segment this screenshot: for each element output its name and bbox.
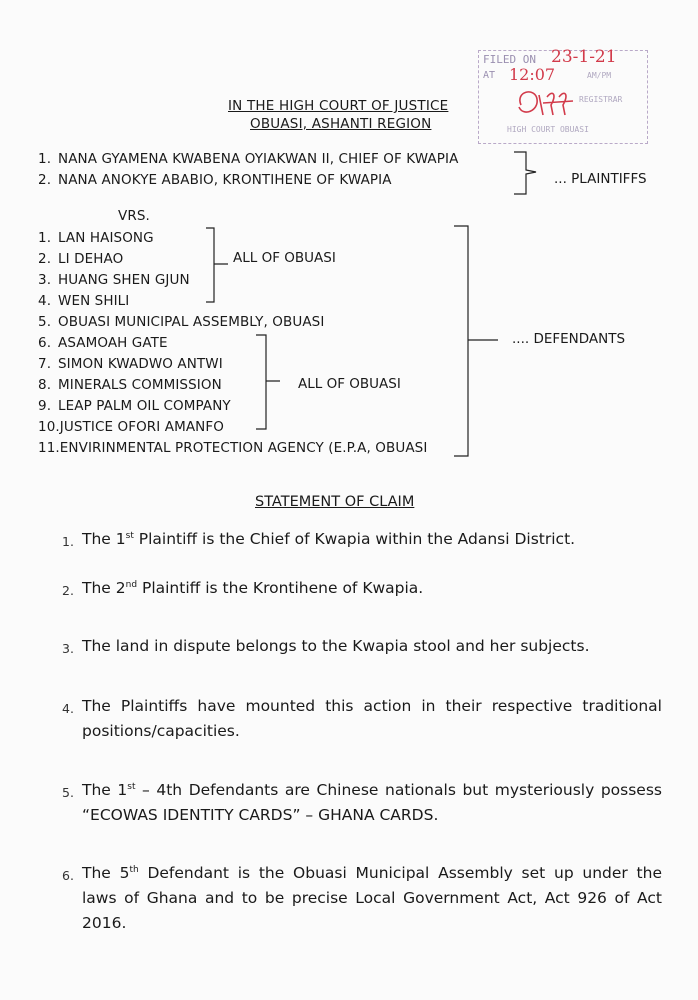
signature-icon	[513, 85, 583, 121]
defendant-5: 5. OBUASI MUNICIPAL ASSEMBLY, OBUASI	[38, 314, 325, 330]
group1-brace	[202, 226, 232, 306]
versus-label: VRS.	[118, 208, 150, 224]
stamp-court-name: HIGH COURT OBUASI	[507, 125, 589, 134]
defendant-10: 10.JUSTICE OFORI AMANFO	[38, 419, 224, 435]
defendant-3: 3. HUANG SHEN GJUN	[38, 272, 190, 288]
plaintiffs-brace	[512, 150, 546, 196]
plaintiff-2: 2. NANA ANOKYE ABABIO, KRONTIHENE OF KWAPIA	[38, 172, 392, 188]
defendant-8: 8. MINERALS COMMISSION	[38, 377, 222, 393]
defendants-brace	[452, 224, 502, 460]
document-page: IN THE HIGH COURT OF JUSTICE OBUASI, ASHANTI REGION FILED ON 23-1-21 AT 12:07 AM/PM REGISTRAR HIGH COURT OBUASI 1. NANA GYAMENA KWABENA OYIAKWAN II, CHIEF OF KWAPIA 2. NANA ANOKYE ABABIO, KRONTIHENE OF KWAPIA ... PLAINTIFFS VRS. 1. LAN HAISONG 2. LI DEHAO 3. HUANG SHEN GJUN 4. WEN SHILI 5. OBUASI MUNICIPAL ASSEMBLY, OBUASI 6. ASAMOAH GATE 7. SIMON KWADWO ANTWI 8. MINERALS COMMISSION 9. LEAP PALM OIL COMPANY 10.JUSTICE OFORI AMANFO 11.ENVIRINMENTAL PROTECTION AGENCY (E.P.A, OBUASI ALL OF OBUASI ALL OF OBUASI .... DEFENDANTS STATEMENT OF CLAIM 1. The 1st Plaintiff is the Chief of Kwapia within the Adansi District. 2. The 2nd Plaintiff is the Krontihene of Kwapia. 3. The land in dispute belongs to the Kwapia stool and her subjects. 4. The Plaintiffs have mounted this action in their respective traditional positions/capacities. 5. The 1st – 4th Defendants are Chinese nationals but mysteriously possess “ECOWAS IDENTITY CARDS” – GHANA CARDS. 6. The 5th Defendant is the Obuasi Municipal Assembly set up under the laws of Ghana and to be precise Local Government Act, Act 926 of Act 2016.	[38, 47, 662, 932]
court-title-line1: IN THE HIGH COURT OF JUSTICE	[228, 98, 449, 114]
group2-brace	[254, 333, 284, 433]
defendant-11: 11.ENVIRINMENTAL PROTECTION AGENCY (E.P.A, OBUASI	[38, 440, 428, 456]
defendant-7: 7. SIMON KWADWO ANTWI	[38, 356, 223, 372]
stamp-at-label: AT	[483, 70, 496, 81]
plaintiffs-label: ... PLAINTIFFS	[554, 171, 647, 187]
stamp-filed-date: 23-1-21	[551, 47, 617, 67]
stamp-filed-label: FILED ON	[483, 53, 536, 66]
defendant-2: 2. LI DEHAO	[38, 251, 124, 267]
defendant-1: 1. LAN HAISONG	[38, 230, 154, 246]
stamp-at-time: 12:07	[509, 65, 556, 84]
court-title-line2: OBUASI, ASHANTI REGION	[250, 116, 432, 132]
filing-stamp	[478, 47, 648, 144]
statement-heading: STATEMENT OF CLAIM	[255, 494, 415, 510]
defendant-9: 9. LEAP PALM OIL COMPANY	[38, 398, 231, 414]
group2-label: ALL OF OBUASI	[298, 376, 401, 392]
plaintiff-1: 1. NANA GYAMENA KWABENA OYIAKWAN II, CHIEF OF KWAPIA	[38, 151, 459, 167]
defendants-label: .... DEFENDANTS	[512, 331, 626, 347]
defendant-6: 6. ASAMOAH GATE	[38, 335, 168, 351]
group1-label: ALL OF OBUASI	[233, 250, 336, 266]
defendant-4: 4. WEN SHILI	[38, 293, 130, 309]
stamp-registrar: REGISTRAR	[579, 95, 623, 104]
stamp-ampm: AM/PM	[587, 71, 612, 80]
